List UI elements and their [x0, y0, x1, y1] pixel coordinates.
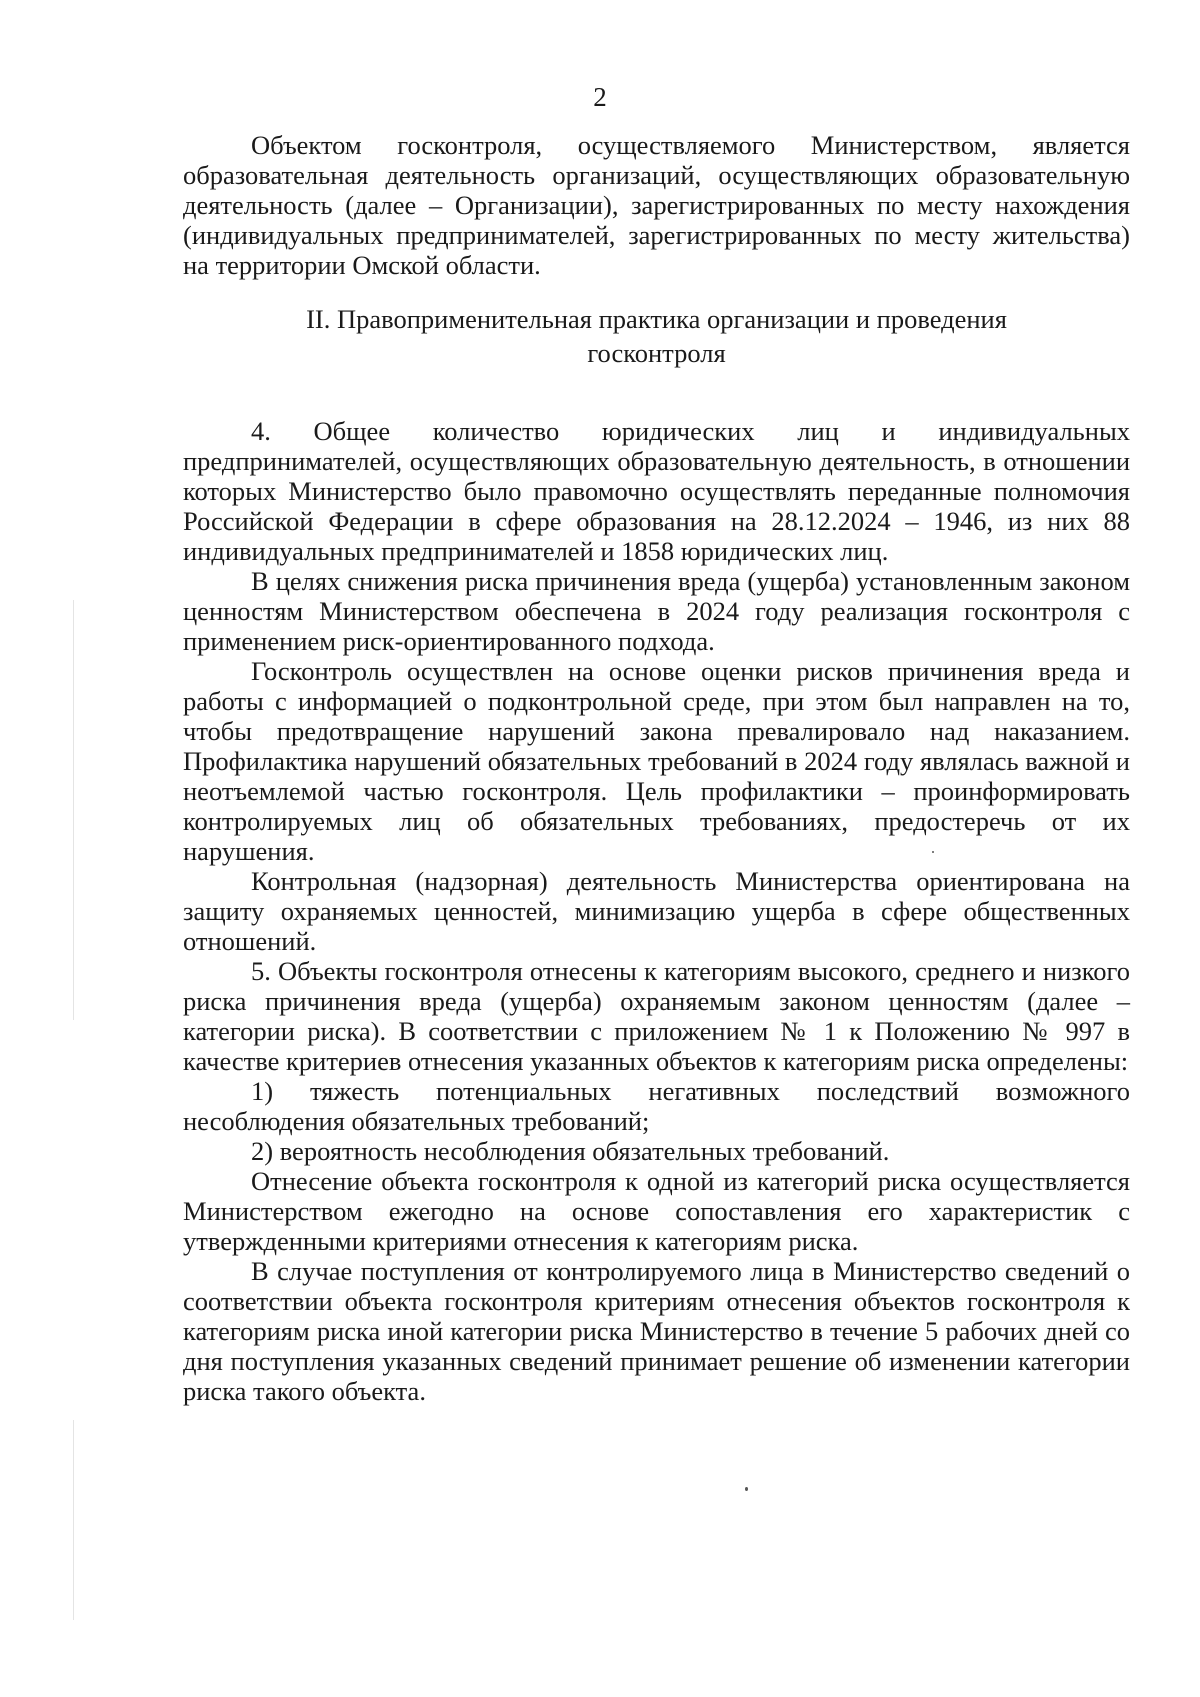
paragraph-risk-reduction: В целях снижения риска причинения вреда (ущерба) установленным законом ценностям Министерством обеспечена в 2024 году реализация госконтроля с применением риск-ориентированного подхода. — [183, 566, 1130, 656]
list-item-1: 1) тяжесть потенциальных негативных последствий возможного несоблюдения обязательных требований; — [183, 1076, 1130, 1136]
scan-margin-shadow — [73, 600, 74, 1020]
section-heading-line-2: госконтроля — [587, 338, 726, 368]
list-item-2: 2) вероятность несоблюдения обязательных требований. — [251, 1136, 890, 1166]
scan-speck — [932, 851, 934, 853]
paragraph-category-change: В случае поступления от контролируемого лица в Министерство сведений о соответствии объекта госконтроля критериям отнесения объектов госконтроля к категориям риска иной категории риска Министерство в течение 5 рабочих дней со дня поступления указанных сведений принимает решение об изменении категории риска такого объекта. — [183, 1256, 1130, 1406]
section-heading — [183, 302, 1130, 370]
paragraph-5-risk-categories: 5. Объекты госконтроля отнесены к категориям высокого, среднего и низкого риска причинения вреда (ущерба) охраняемым законом ценностям (далее – категории риска). В соответствии с приложением № 1 к Положению № 997 в качестве критериев отнесения указанных объектов к категориям риска определены: — [183, 956, 1130, 1076]
scan-margin-shadow-lower — [73, 1420, 74, 1620]
paragraph-supervisory-activity: Контрольная (надзорная) деятельность Министерства ориентирована на защиту охраняемых ценностей, минимизацию ущерба в сфере общественных отношений. — [183, 866, 1130, 956]
paragraph-category-assignment: Отнесение объекта госконтроля к одной из категорий риска осуществляется Министерством ежегодно на основе сопоставления его характеристик с утвержденными критериями отнесения к категориям риска. — [183, 1166, 1130, 1256]
scan-speck — [745, 1487, 748, 1491]
document-body — [183, 130, 1130, 1406]
paragraph-4-count: 4. Общее количество юридических лиц и индивидуальных предпринимателей, осуществляющих образовательную деятельность, в отношении которых Министерство было правомочно осуществлять переданные полномочия Российской Федерации в сфере образования на 28.12.2024 – 1946, из них 88 индивидуальных предпринимателей и 1858 юридических лиц. — [183, 416, 1130, 566]
paragraph-risk-assessment: Госконтроль осуществлен на основе оценки рисков причинения вреда и работы с информацией о подконтрольной среде, при этом был направлен на то, чтобы предотвращение нарушений закона превалировало над наказанием. Профилактика нарушений обязательных требований в 2024 году являлась важной и неотъемлемой частью госконтроля. Цель профилактики – проинформировать контролируемых лиц об обязательных требованиях, предостеречь от их нарушения. — [183, 656, 1130, 866]
intro-paragraph: Объектом госконтроля, осуществляемого Министерством, является образовательная деятельность организаций, осуществляющих образовательную деятельность (далее – Организации), зарегистрированных по месту нахождения (индивидуальных предпринимателей, зарегистрированных по месту жительства) на территории Омской области. — [183, 130, 1130, 280]
page-number: 2 — [593, 82, 607, 112]
section-heading-line-1: II. Правоприменительная практика организации и проведения — [306, 304, 1007, 334]
